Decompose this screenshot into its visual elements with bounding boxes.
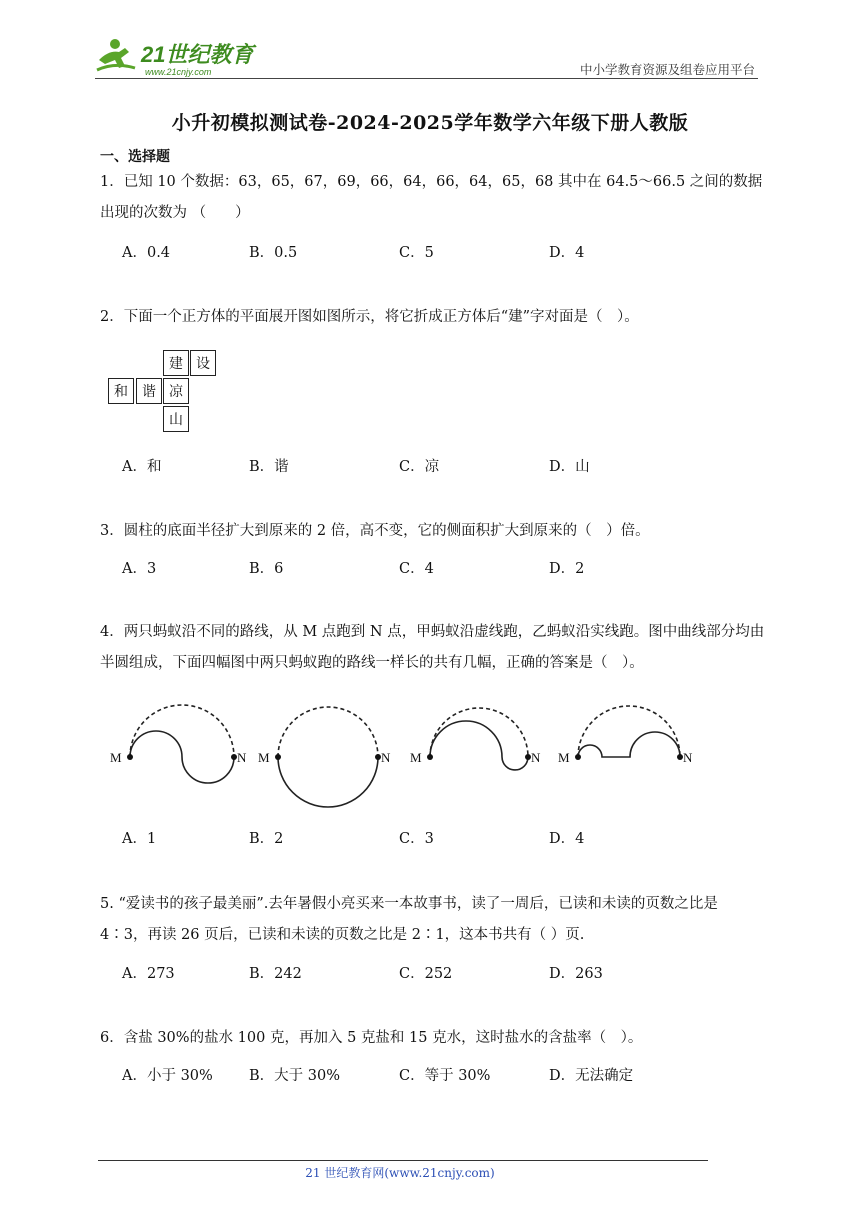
option-d[interactable]: D．无法确定 <box>549 1068 634 1084</box>
point-m-label: M <box>410 750 422 765</box>
header-divider <box>95 78 758 79</box>
question-5: 5. “爱读书的孩子最美丽”.去年暑假小亮买来一本故事书，读了一周后，已读和未读的页数之比是 4∶3，再读 26 页后，已读和未读的页数之比是 2∶1，这本书共有（ ）页. <box>100 896 718 943</box>
point-m-label: M <box>258 750 270 765</box>
option-a[interactable]: A．273 <box>122 966 175 982</box>
point-n-label: N <box>237 750 247 765</box>
option-c[interactable]: C．凉 <box>399 459 440 475</box>
footer-link[interactable]: 21 世纪教育网(www.21cnjy.com) <box>305 1166 495 1180</box>
path-figure-3 <box>410 708 541 770</box>
option-c[interactable]: C．252 <box>399 966 453 982</box>
option-b[interactable]: B．谐 <box>249 459 289 475</box>
net-cell: 凉 <box>163 378 189 404</box>
net-cell: 建 <box>163 350 189 376</box>
path-figure-1 <box>110 705 247 783</box>
question-3: 3．圆柱的底面半径扩大到原来的 2 倍，高不变，它的侧面积扩大到原来的（ ）倍。 <box>100 523 650 539</box>
option-b[interactable]: B．6 <box>249 561 284 577</box>
net-cell: 设 <box>190 350 216 376</box>
option-b[interactable]: B．2 <box>249 831 284 847</box>
option-c[interactable]: C．5 <box>399 245 434 261</box>
option-d[interactable]: D．2 <box>549 561 585 577</box>
ant-paths-figure <box>100 695 720 815</box>
option-c[interactable]: C．4 <box>399 561 434 577</box>
page-title: 小升初模拟测试卷-2024-2025学年数学六年级下册人教版 <box>171 112 689 134</box>
net-cell: 山 <box>163 406 189 432</box>
option-a[interactable]: A．小于 30% <box>122 1068 213 1084</box>
question-1: 1．已知 10 个数据：63，65，67，69，66，64，66，64，65，68 其中在 64.5～66.5 之间的数据出现的次数为 （ ） <box>100 174 763 221</box>
logo-url: www.21cnjy.com <box>145 67 212 77</box>
header-platform-text: 中小学教育资源及组卷应用平台 <box>579 62 755 77</box>
option-c[interactable]: C．等于 30% <box>399 1068 491 1084</box>
option-b[interactable]: B．0.5 <box>249 245 298 261</box>
path-figure-4 <box>558 706 693 765</box>
site-logo <box>95 36 265 78</box>
option-a[interactable]: A．3 <box>122 561 157 577</box>
point-n-label: N <box>683 750 693 765</box>
question-4: 4．两只蚂蚁沿不同的路线，从 M 点跑到 N 点，甲蚂蚁沿虚线跑，乙蚂蚁沿实线跑。图中曲线部分均由半圆组成，下面四幅图中两只蚂蚁跑的路线一样长的共有几幅，正确的答案是（ ）。 <box>100 624 765 671</box>
option-b[interactable]: B．242 <box>249 966 302 982</box>
option-d[interactable]: D．4 <box>549 831 585 847</box>
logo-text: 21世纪教育 <box>141 42 254 67</box>
point-m-label: M <box>110 750 122 765</box>
net-cell: 谐 <box>136 378 162 404</box>
net-cell: 和 <box>108 378 134 404</box>
option-b[interactable]: B．大于 30% <box>249 1068 340 1084</box>
point-m-label: M <box>558 750 570 765</box>
path-figure-2 <box>258 707 391 807</box>
option-a[interactable]: A．和 <box>122 459 162 475</box>
point-n-label: N <box>381 750 391 765</box>
section-title: 一、选择题 <box>100 149 170 165</box>
footer-divider <box>98 1160 708 1161</box>
point-n-label: N <box>531 750 541 765</box>
question-6: 6．含盐 30%的盐水 100 克，再加入 5 克盐和 15 克水，这时盐水的含盐率（ ）。 <box>100 1030 643 1046</box>
option-a[interactable]: A．1 <box>122 831 157 847</box>
question-2: 2．下面一个正方体的平面展开图如图所示，将它折成正方体后“建”字对面是（ ）。 <box>100 309 639 325</box>
option-a[interactable]: A．0.4 <box>122 245 171 261</box>
option-d[interactable]: D．263 <box>549 966 603 982</box>
option-c[interactable]: C．3 <box>399 831 434 847</box>
option-d[interactable]: D．山 <box>549 459 590 475</box>
runner-logo-icon <box>95 36 265 78</box>
option-d[interactable]: D．4 <box>549 245 585 261</box>
